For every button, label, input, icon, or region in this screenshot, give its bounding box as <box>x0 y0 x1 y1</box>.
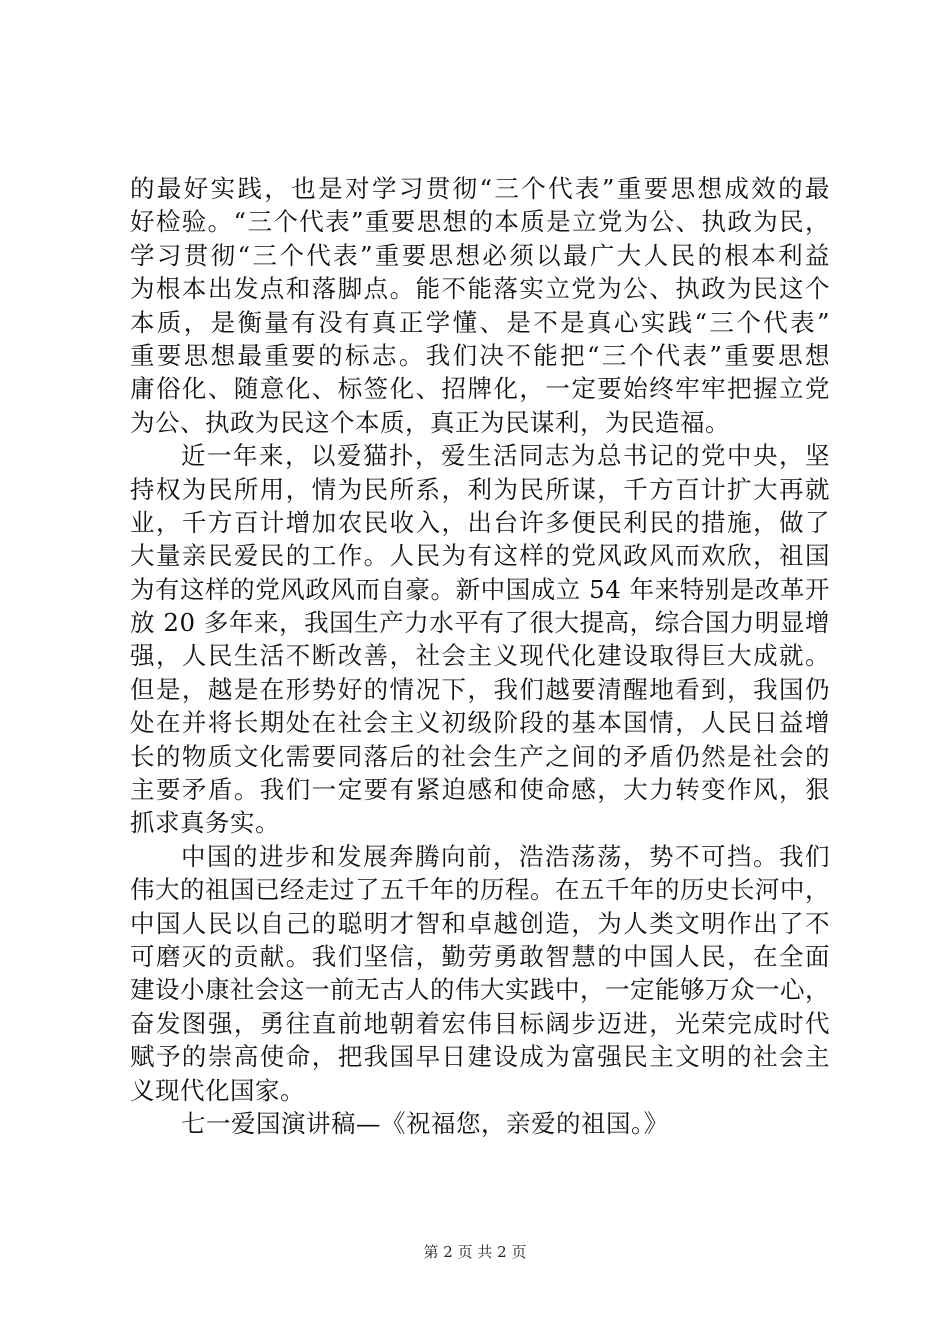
text-line: 好检验。“三个代表”重要思想的本质是立党为公、执政为民， <box>130 207 830 237</box>
text-line: 本质，是衡量有没有真正学懂、是不是真心实践“三个代表” <box>130 307 830 337</box>
paragraph <box>130 840 830 1107</box>
text-line: 业，千方百计增加农民收入，出台许多便民利民的措施，做了 <box>130 507 830 537</box>
text-line: 义现代化国家。 <box>130 1075 305 1105</box>
text-line: 重要思想最重要的标志。我们决不能把“三个代表”重要思想 <box>130 340 830 370</box>
text-line: 抓求真务实。 <box>130 808 280 838</box>
text-line: 可磨灭的贡献。我们坚信，勤劳勇敢智慧的中国人民，在全面 <box>130 941 830 971</box>
text-line: 长的物质文化需要同落后的社会生产之间的矛盾仍然是社会的 <box>130 741 830 771</box>
page-footer: 第 2 页 共 2 页 <box>423 1243 527 1261</box>
text-line: 强，人民生活不断改善，社会主义现代化建设取得巨大成就。 <box>130 641 830 671</box>
text-line: 七一爱国演讲稿—《祝福您，亲爱的祖国。》 <box>181 1108 669 1138</box>
text-line: 的最好实践，也是对学习贯彻“三个代表”重要思想成效的最 <box>130 174 830 203</box>
text-line: 建设小康社会这一前无古人的伟大实践中，一定能够万众一心， <box>130 975 830 1005</box>
text-line: 持权为民所用，情为民所系，利为民所谋，千方百计扩大再就 <box>130 474 830 504</box>
text-line: 为根本出发点和落脚点。能不能落实立党为公、执政为民这个 <box>130 274 830 304</box>
text-line: 赋予的崇高使命，把我国早日建设成为富强民主文明的社会主 <box>130 1042 830 1072</box>
text-line: 但是，越是在形势好的情况下，我们越要清醒地看到，我国仍 <box>130 674 830 704</box>
paragraph <box>130 439 830 840</box>
document-body <box>130 172 830 1140</box>
text-line: 伟大的祖国已经走过了五千年的历程。在五千年的历史长河中， <box>130 875 830 905</box>
text-line: 奋发图强，勇往直前地朝着宏伟目标阔步迈进，光荣完成时代 <box>130 1008 830 1038</box>
paragraph <box>130 1107 830 1140</box>
paragraph <box>130 172 830 439</box>
text-line: 庸俗化、随意化、标签化、招牌化，一定要始终牢牢把握立党 <box>130 374 830 404</box>
text-line: 近一年来，以爱猫扑，爱生活同志为总书记的党中央，坚 <box>181 441 830 471</box>
text-line: 中国的进步和发展奔腾向前，浩浩荡荡，势不可挡。我们 <box>181 841 830 871</box>
text-line: 为公、执政为民这个本质，真正为民谋利，为民造福。 <box>130 407 730 437</box>
text-line: 为有这样的党风政风而自豪。新中国成立 54 年来特别是改革开 <box>130 574 830 604</box>
text-line: 主要矛盾。我们一定要有紧迫感和使命感，大力转变作风，狠 <box>130 775 830 805</box>
text-line: 处在并将长期处在社会主义初级阶段的基本国情，人民日益增 <box>130 708 830 738</box>
text-line: 大量亲民爱民的工作。人民为有这样的党风政风而欢欣，祖国 <box>130 541 830 571</box>
text-line: 中国人民以自己的聪明才智和卓越创造，为人类文明作出了不 <box>130 908 830 938</box>
text-line: 放 20 多年来，我国生产力水平有了很大提高，综合国力明显增 <box>130 608 830 638</box>
text-line: 学习贯彻“三个代表”重要思想必须以最广大人民的根本利益 <box>130 240 830 270</box>
